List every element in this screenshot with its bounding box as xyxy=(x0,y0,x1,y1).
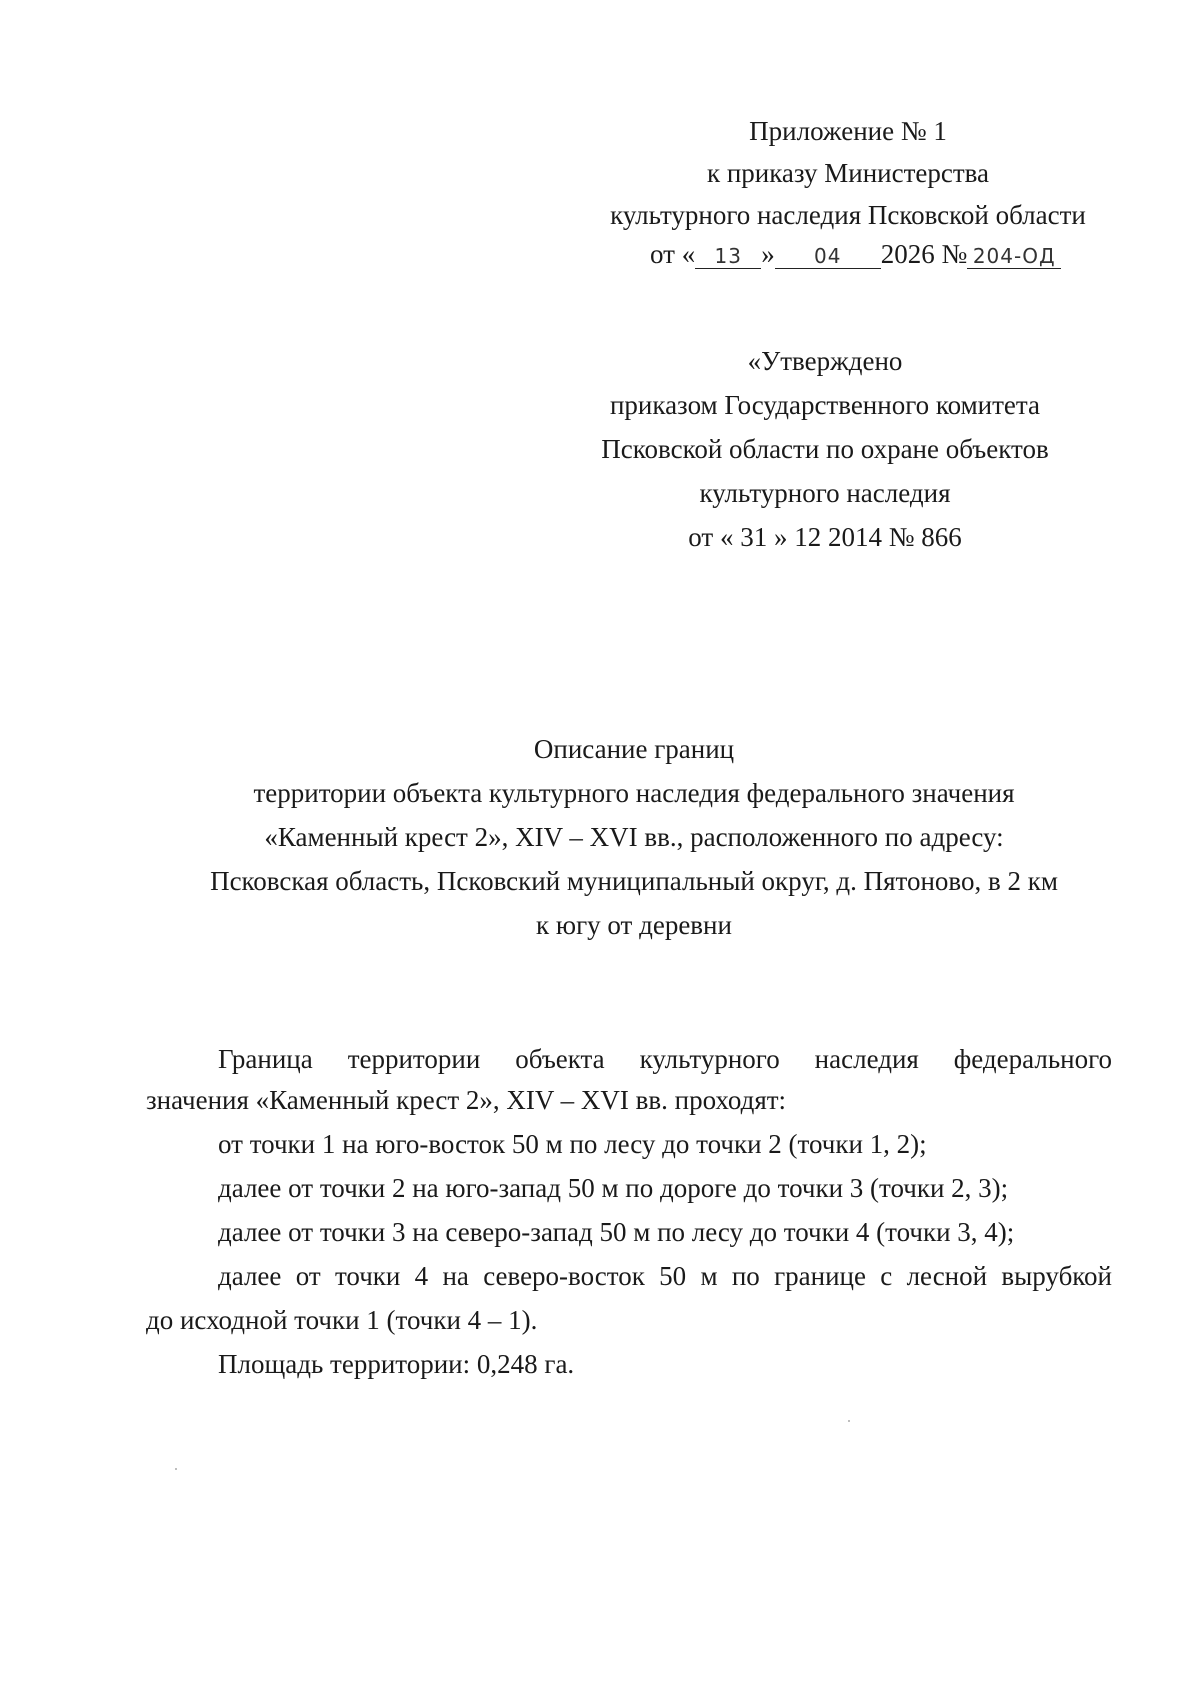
order-number: 204-ОД xyxy=(972,244,1056,268)
paragraph-1-line-1: Граница территории объекта культурного наследия федерального xyxy=(218,1044,1112,1074)
scan-speck xyxy=(175,1468,177,1470)
appendix-ministry: культурного наследия Псковской области xyxy=(610,200,1086,230)
title-line-2: территории объекта культурного наследия федерального значения xyxy=(253,778,1015,808)
approved-region: Псковской области по охране объектов xyxy=(601,434,1049,464)
title-line-5: к югу от деревни xyxy=(536,910,732,940)
paragraph-3: далее от точки 2 на юго-запад 50 м по дороге до точки 3 (точки 2, 3); xyxy=(218,1173,1009,1203)
title-line-1: Описание границ xyxy=(533,734,735,764)
title-line-3: «Каменный крест 2», XIV – XVI вв., расположенного по адресу: xyxy=(264,822,1004,852)
date-month-field xyxy=(775,241,881,269)
paragraph-2: от точки 1 на юго-восток 50 м по лесу до точки 2 (точки 1, 2); xyxy=(218,1129,927,1159)
approved-label: «Утверждено xyxy=(747,346,903,376)
approved-date: от « 31 » 12 2014 № 866 xyxy=(688,522,962,552)
appendix-order-ref: к приказу Министерства xyxy=(706,158,990,188)
date-day-field xyxy=(695,241,761,269)
date-day: 13 xyxy=(714,244,742,268)
approved-heritage: культурного наследия xyxy=(699,478,951,508)
appendix-date-line xyxy=(650,241,1061,269)
appendix-number: Приложение № 1 xyxy=(749,116,947,146)
paragraph-4: далее от точки 3 на северо-запад 50 м по лесу до точки 4 (точки 3, 4); xyxy=(218,1217,1015,1247)
order-number-field xyxy=(967,241,1061,269)
date-month: 04 xyxy=(813,244,842,268)
scan-speck xyxy=(848,1420,850,1422)
paragraph-1-line-2: значения «Каменный крест 2», XIV – XVI вв. проходят: xyxy=(146,1085,787,1115)
paragraph-5-line-2: до исходной точки 1 (точки 4 – 1). xyxy=(146,1305,538,1335)
title-line-4: Псковская область, Псковский муниципальный округ, д. Пятоново, в 2 км xyxy=(210,866,1058,896)
paragraph-5-line-1: далее от точки 4 на северо-восток 50 м по границе с лесной вырубкой xyxy=(218,1261,1112,1291)
date-year: 2026 № xyxy=(880,239,968,269)
date-prefix: от « xyxy=(650,239,696,269)
date-mid: » xyxy=(761,239,775,269)
approved-committee: приказом Государственного комитета xyxy=(609,390,1041,420)
paragraph-6: Площадь территории: 0,248 га. xyxy=(218,1349,575,1379)
